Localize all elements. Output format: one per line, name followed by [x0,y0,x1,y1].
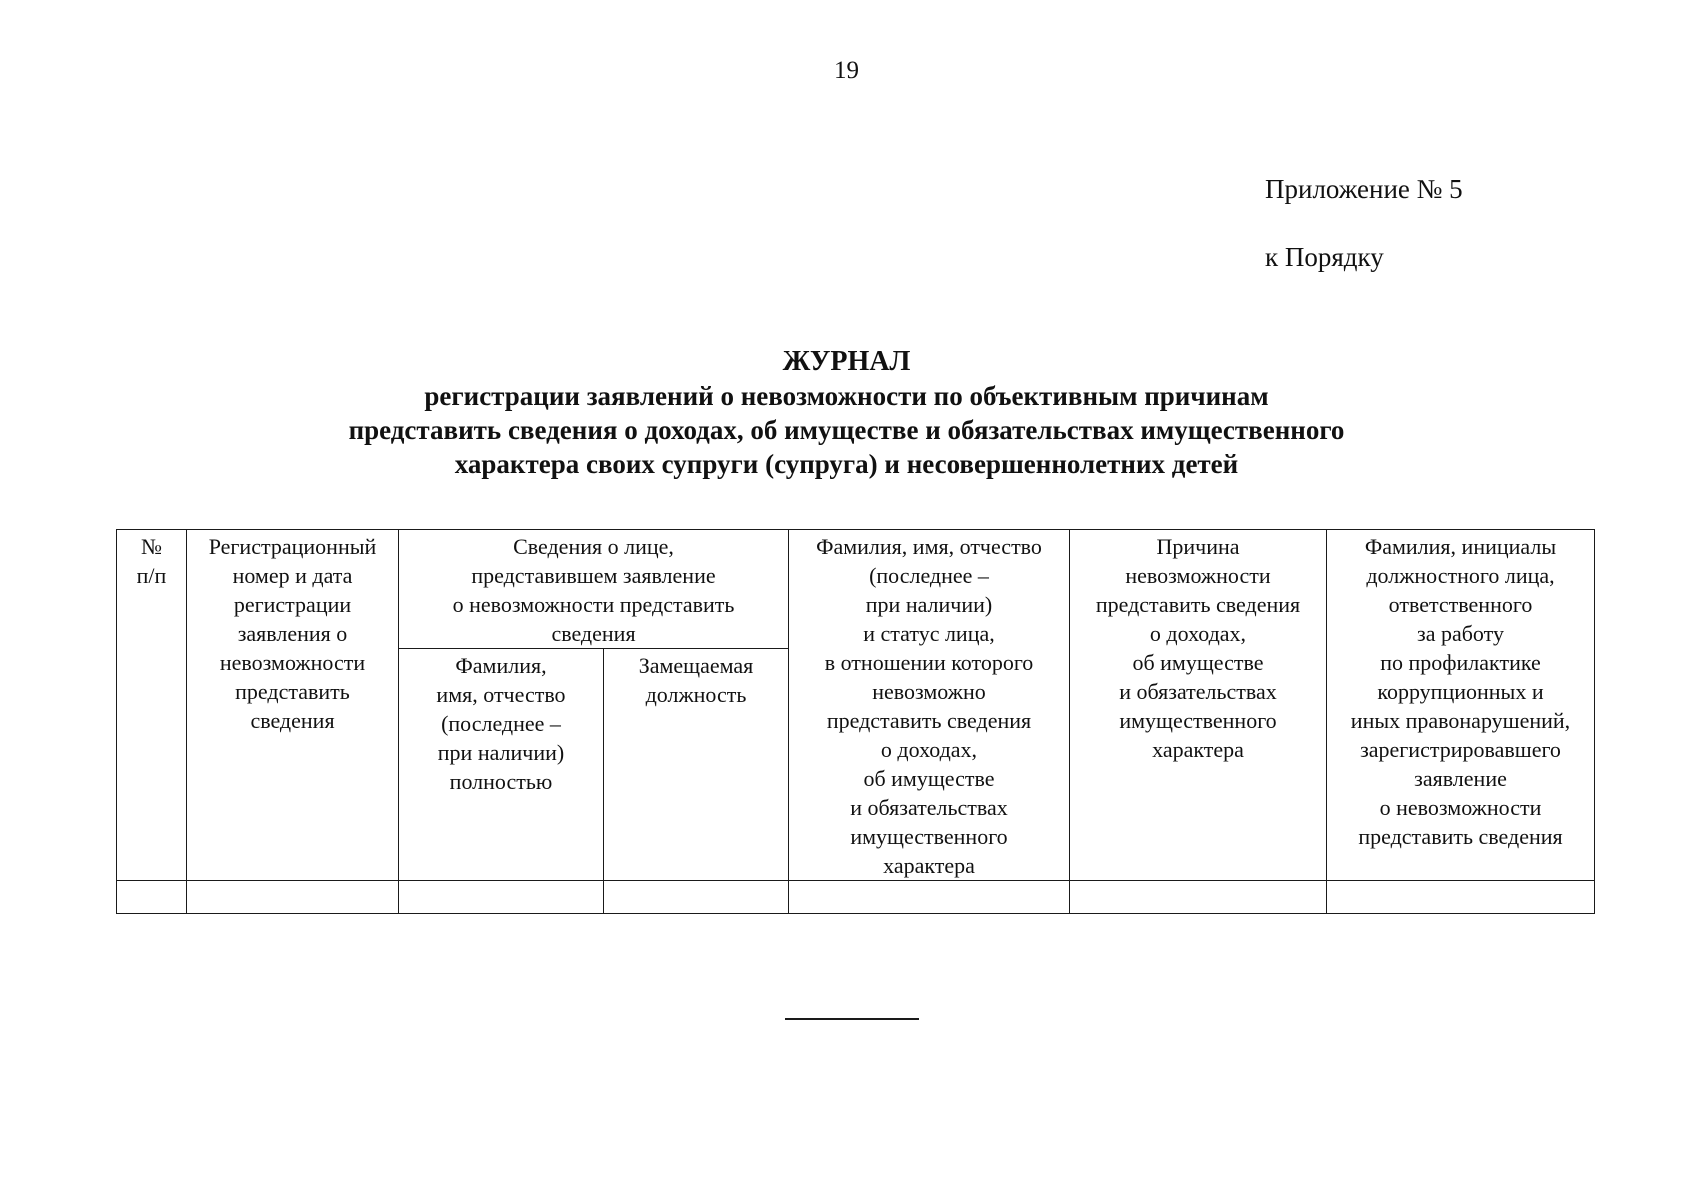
table-cell[interactable] [1327,881,1595,914]
appendix-note [1265,172,1463,274]
document-title [0,345,1693,481]
title-line-2: представить сведения о доходах, об имуществе и обязательствах имущественного [348,415,1345,445]
table-cell[interactable] [399,881,604,914]
table-cell[interactable] [604,881,789,914]
table-row [117,881,1595,914]
appendix-number: Приложение № 5 [1265,174,1463,204]
title-line-1: регистрации заявлений о невозможности по объективным причинам [424,381,1269,411]
table-cell[interactable] [117,881,187,914]
header-person-name: Фамилия, имя, отчество (последнее – при наличии) полностью [399,649,604,881]
journal-table [116,529,1595,914]
header-registration: Регистрационный номер и дата регистрации заявления о невозможности представить сведения [187,530,399,881]
header-official: Фамилия, инициалы должностного лица, ответственного за работу по профилактике коррупционных и иных правонарушений, зарегистрировавшего заявление о невозможности представить сведения [1327,530,1595,881]
header-person-position: Замещаемая должность [604,649,789,881]
header-reason: Причина невозможности представить сведения о доходах, об имуществе и обязательствах имущественного характера [1070,530,1327,881]
header-relative: Фамилия, имя, отчество (последнее – при наличии) и статус лица, в отношении которого невозможно представить сведения о доходах, об имуществе и обязательствах имущественного характера [789,530,1070,881]
title-main: ЖУРНАЛ [782,346,911,377]
title-line-3: характера своих супруги (супруга) и несовершеннолетних детей [454,449,1239,479]
header-num: № п/п [117,530,187,881]
end-rule [785,1018,919,1020]
table-cell[interactable] [789,881,1070,914]
header-person-group: Сведения о лице, представившем заявление о невозможности представить сведения [399,530,789,649]
page-number: 19 [834,57,859,84]
table-header-row [117,530,1595,649]
appendix-reference: к Порядку [1265,242,1384,272]
table-cell[interactable] [187,881,399,914]
table-cell[interactable] [1070,881,1327,914]
